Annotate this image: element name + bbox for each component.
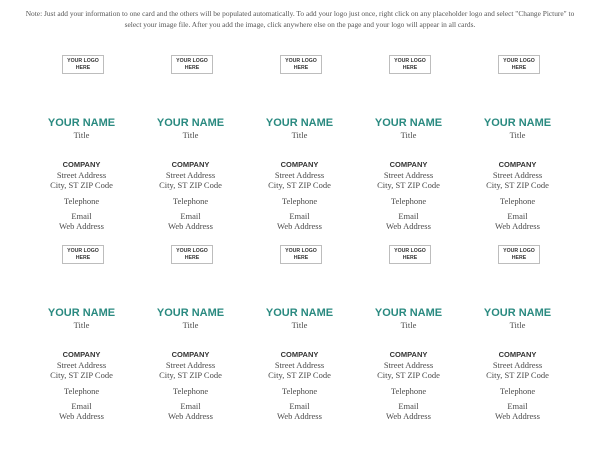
logo-line1: YOUR LOGO: [394, 248, 426, 254]
card-contact[interactable]: [354, 211, 463, 231]
card-name[interactable]: YOUR NAME: [374, 307, 443, 319]
card-contact[interactable]: [136, 211, 245, 231]
card-title[interactable]: Title: [182, 130, 199, 140]
card-title[interactable]: Title: [509, 130, 526, 140]
card-title[interactable]: Title: [400, 130, 417, 140]
card-web: Web Address: [277, 411, 322, 421]
card-contact[interactable]: [245, 211, 354, 231]
card-web: Web Address: [386, 411, 431, 421]
card-contact[interactable]: [354, 401, 463, 421]
logo-placeholder[interactable]: [62, 245, 104, 264]
logo-placeholder[interactable]: [389, 245, 431, 264]
card-web: Web Address: [59, 411, 104, 421]
card-telephone[interactable]: Telephone: [281, 386, 318, 396]
card-name[interactable]: YOUR NAME: [47, 307, 116, 319]
logo-placeholder[interactable]: [498, 245, 540, 264]
card-email: Email: [180, 211, 201, 221]
card-telephone[interactable]: Telephone: [172, 196, 209, 206]
card-telephone[interactable]: Telephone: [499, 196, 536, 206]
card-contact[interactable]: [463, 211, 572, 231]
card-name[interactable]: YOUR NAME: [156, 117, 225, 129]
card-address[interactable]: [463, 360, 572, 380]
business-card[interactable]: [27, 52, 136, 242]
logo-line2: HERE: [184, 64, 200, 71]
card-email: Email: [180, 401, 201, 411]
card-title[interactable]: Title: [291, 320, 308, 330]
instruction-note: Note: Just add your information to one card and the others will be populated automatically. To add your logo just once, right click on any placeholder logo and select "Change Picture" to select your image file. After you add the image, click anywhere else on the page and your logo will appear in all cards.: [25, 9, 575, 29]
logo-line1: YOUR LOGO: [503, 58, 535, 64]
card-telephone[interactable]: Telephone: [390, 196, 427, 206]
card-address[interactable]: [27, 170, 136, 190]
logo-line1: YOUR LOGO: [176, 248, 208, 254]
card-city: City, ST ZIP Code: [377, 180, 440, 190]
card-city: City, ST ZIP Code: [50, 370, 113, 380]
card-city: City, ST ZIP Code: [268, 370, 331, 380]
card-street: Street Address: [492, 360, 543, 370]
card-city: City, ST ZIP Code: [486, 180, 549, 190]
card-contact[interactable]: [245, 401, 354, 421]
business-card[interactable]: [463, 242, 572, 432]
card-web: Web Address: [168, 411, 213, 421]
card-email: Email: [507, 401, 528, 411]
card-web: Web Address: [277, 221, 322, 231]
card-name[interactable]: YOUR NAME: [374, 117, 443, 129]
card-street: Street Address: [165, 170, 216, 180]
card-name[interactable]: YOUR NAME: [483, 307, 552, 319]
card-address[interactable]: [463, 170, 572, 190]
card-company[interactable]: COMPANY: [280, 160, 319, 169]
card-company[interactable]: COMPANY: [389, 350, 428, 359]
logo-line1: YOUR LOGO: [176, 58, 208, 64]
logo-line2: HERE: [511, 254, 527, 261]
logo-line1: YOUR LOGO: [67, 58, 99, 64]
logo-placeholder[interactable]: [171, 55, 213, 74]
card-city: City, ST ZIP Code: [50, 180, 113, 190]
card-address[interactable]: [136, 170, 245, 190]
card-city: City, ST ZIP Code: [268, 180, 331, 190]
card-street: Street Address: [274, 170, 325, 180]
business-card[interactable]: [354, 242, 463, 432]
logo-line2: HERE: [402, 254, 418, 261]
logo-placeholder[interactable]: [280, 245, 322, 264]
card-company[interactable]: COMPANY: [280, 350, 319, 359]
logo-placeholder[interactable]: [389, 55, 431, 74]
card-city: City, ST ZIP Code: [377, 370, 440, 380]
card-web: Web Address: [168, 221, 213, 231]
card-title[interactable]: Title: [182, 320, 199, 330]
card-street: Street Address: [56, 360, 107, 370]
card-contact[interactable]: [27, 211, 136, 231]
logo-line1: YOUR LOGO: [285, 248, 317, 254]
card-company[interactable]: COMPANY: [498, 160, 537, 169]
business-card[interactable]: [245, 52, 354, 242]
logo-line2: HERE: [402, 64, 418, 71]
card-telephone[interactable]: Telephone: [63, 386, 100, 396]
logo-line2: HERE: [293, 64, 309, 71]
card-title[interactable]: Title: [291, 130, 308, 140]
card-telephone[interactable]: Telephone: [499, 386, 536, 396]
logo-line2: HERE: [184, 254, 200, 261]
card-title[interactable]: Title: [400, 320, 417, 330]
logo-line1: YOUR LOGO: [503, 248, 535, 254]
card-street: Street Address: [165, 360, 216, 370]
card-telephone[interactable]: Telephone: [281, 196, 318, 206]
business-card[interactable]: [27, 242, 136, 432]
card-street: Street Address: [274, 360, 325, 370]
logo-placeholder[interactable]: [498, 55, 540, 74]
card-email: Email: [71, 401, 92, 411]
business-card[interactable]: [245, 242, 354, 432]
card-name[interactable]: YOUR NAME: [47, 117, 116, 129]
card-telephone[interactable]: Telephone: [172, 386, 209, 396]
card-company[interactable]: COMPANY: [171, 350, 210, 359]
card-name[interactable]: YOUR NAME: [483, 117, 552, 129]
business-card[interactable]: [354, 52, 463, 242]
card-street: Street Address: [383, 170, 434, 180]
card-web: Web Address: [495, 411, 540, 421]
card-address[interactable]: [245, 170, 354, 190]
logo-line1: YOUR LOGO: [285, 58, 317, 64]
card-name[interactable]: YOUR NAME: [265, 307, 334, 319]
card-city: City, ST ZIP Code: [159, 180, 222, 190]
logo-placeholder[interactable]: [171, 245, 213, 264]
logo-line2: HERE: [75, 254, 91, 261]
logo-placeholder[interactable]: [62, 55, 104, 74]
card-email: Email: [398, 401, 419, 411]
logo-line2: HERE: [75, 64, 91, 71]
card-company[interactable]: COMPANY: [171, 160, 210, 169]
card-email: Email: [507, 211, 528, 221]
card-web: Web Address: [386, 221, 431, 231]
card-address[interactable]: [245, 360, 354, 380]
card-address[interactable]: [354, 360, 463, 380]
business-card[interactable]: [136, 52, 245, 242]
logo-placeholder[interactable]: [280, 55, 322, 74]
business-card-sheet: [27, 52, 572, 432]
logo-line2: HERE: [293, 254, 309, 261]
card-street: Street Address: [383, 360, 434, 370]
card-address[interactable]: [354, 170, 463, 190]
card-telephone[interactable]: Telephone: [390, 386, 427, 396]
card-email: Email: [71, 211, 92, 221]
card-name[interactable]: YOUR NAME: [265, 117, 334, 129]
card-title[interactable]: Title: [73, 320, 90, 330]
business-card[interactable]: [136, 242, 245, 432]
card-city: City, ST ZIP Code: [159, 370, 222, 380]
card-email: Email: [398, 211, 419, 221]
card-contact[interactable]: [27, 401, 136, 421]
logo-line1: YOUR LOGO: [394, 58, 426, 64]
card-email: Email: [289, 211, 310, 221]
card-company[interactable]: COMPANY: [498, 350, 537, 359]
card-title[interactable]: Title: [73, 130, 90, 140]
card-company[interactable]: COMPANY: [62, 350, 101, 359]
card-company[interactable]: COMPANY: [389, 160, 428, 169]
card-telephone[interactable]: Telephone: [63, 196, 100, 206]
card-street: Street Address: [492, 170, 543, 180]
card-address[interactable]: [27, 360, 136, 380]
card-company[interactable]: COMPANY: [62, 160, 101, 169]
card-contact[interactable]: [136, 401, 245, 421]
card-street: Street Address: [56, 170, 107, 180]
card-web: Web Address: [59, 221, 104, 231]
card-web: Web Address: [495, 221, 540, 231]
card-contact[interactable]: [463, 401, 572, 421]
business-card[interactable]: [463, 52, 572, 242]
card-name[interactable]: YOUR NAME: [156, 307, 225, 319]
card-address[interactable]: [136, 360, 245, 380]
card-email: Email: [289, 401, 310, 411]
logo-line1: YOUR LOGO: [67, 248, 99, 254]
card-title[interactable]: Title: [509, 320, 526, 330]
logo-line2: HERE: [511, 64, 527, 71]
card-city: City, ST ZIP Code: [486, 370, 549, 380]
